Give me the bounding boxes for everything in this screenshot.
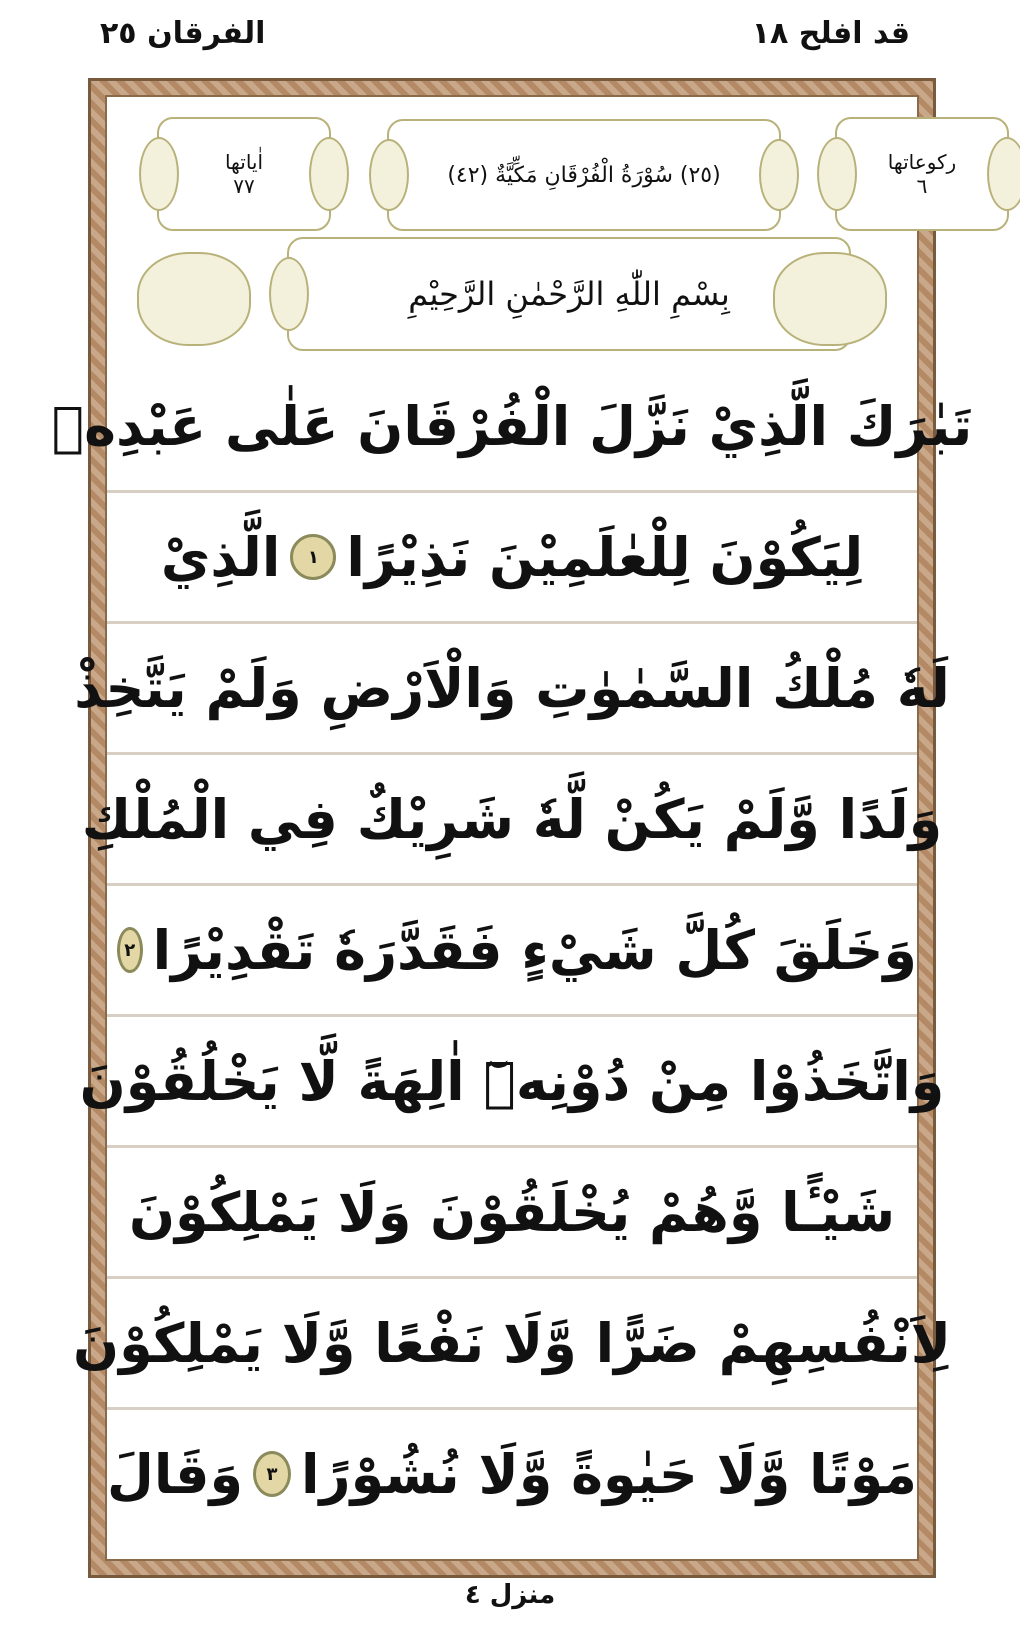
ayah-end-marker-icon: ٢ — [117, 927, 143, 973]
ayat-count: ٧٧ — [233, 174, 255, 198]
ruku-count-box — [835, 117, 1009, 231]
verse-line-3: لَهٗ مُلْكُ السَّمٰوٰتِ وَالْاَرْضِ وَلَمْ يَتَّخِذْ — [107, 624, 917, 755]
verse-line-1: تَبٰرَكَ الَّذِيْ نَزَّلَ الْفُرْقَانَ عَلٰى عَبْدِهٖ — [107, 362, 917, 493]
surah-title-box — [387, 119, 781, 231]
ruku-label: رکوعاتھا — [887, 150, 957, 174]
bismillah: بِسْمِ اللّٰهِ الرَّحْمٰنِ الرَّحِيْمِ — [408, 275, 730, 313]
ornament-right-icon — [773, 252, 887, 346]
verse-line-6: وَاتَّخَذُوْا مِنْ دُوْنِهٖٓ اٰلِهَةً لَّا يَخْلُقُوْنَ — [107, 1017, 917, 1148]
verse-line-2: لِيَكُوْنَ لِلْعٰلَمِيْنَ نَذِيْرًا ١ الَّذِيْ — [107, 493, 917, 624]
bismillah-box — [287, 237, 851, 351]
verse-line-9: مَوْتًا وَّلَا حَيٰوةً وَّلَا نُشُوْرًا ٣ وَقَالَ — [107, 1442, 917, 1506]
verse-line-7: شَيْـًٔا وَّهُمْ يُخْلَقُوْنَ وَلَا يَمْلِكُوْنَ — [107, 1148, 917, 1279]
ayah-end-marker-icon: ١ — [290, 534, 336, 580]
ornament-left-icon — [137, 252, 251, 346]
page-content — [51, 95, 973, 1561]
manzil-footer: منزل ٤ — [464, 1580, 556, 1610]
verse-lines — [51, 362, 973, 1538]
ruku-count: ٦ — [916, 174, 928, 198]
verse-line-8: لِاَنْفُسِهِمْ ضَرًّا وَّلَا نَفْعًا وَّلَا يَمْلِكُوْنَ — [107, 1279, 917, 1410]
surah-header-row — [107, 97, 957, 313]
surah-name-header: الفرقان ٢٥ — [100, 16, 266, 51]
juz-name-header: قد افلح ١٨ — [751, 16, 910, 51]
ayah-end-marker-icon: ٣ — [253, 1451, 291, 1497]
page-border — [51, 78, 973, 1578]
surah-title: (٢٥) سُوْرَةُ الْفُرْقَانِ مَكِّيَّةٌ (٤٢) — [447, 162, 721, 188]
verse-line-5: وَخَلَقَ كُلَّ شَيْءٍ فَقَدَّرَهٗ تَقْدِيْرًا ٢ — [107, 886, 917, 1017]
ayat-label: اٰیاتھا — [224, 150, 264, 174]
ayat-count-box — [157, 117, 331, 231]
page-header — [0, 0, 1020, 80]
verse-line-4: وَلَدًا وَّلَمْ يَكُنْ لَّهٗ شَرِيْكٌ فِي الْمُلْكِ — [107, 755, 917, 886]
